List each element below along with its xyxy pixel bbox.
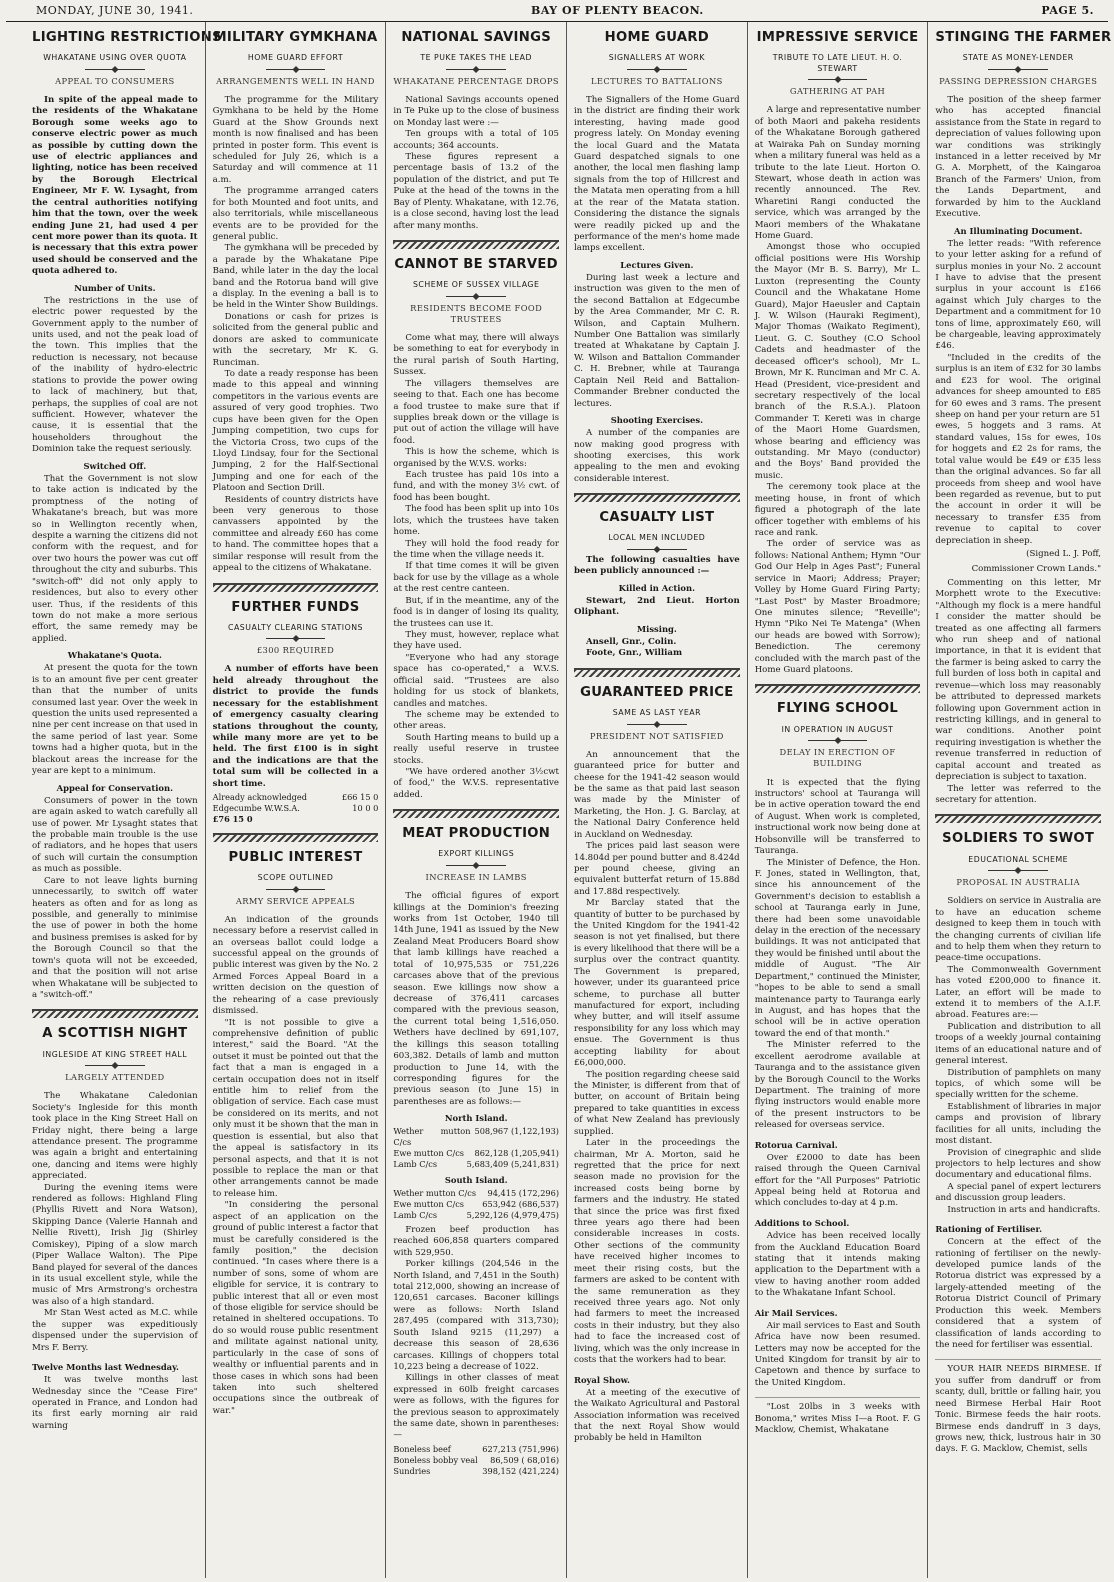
paragraph: The Commonwealth Government has voted £200,000 to finance it. Later, an effort will be made to extend it to members of the A.I.F. abroad. Features are:— — [935, 964, 1102, 1021]
paragraph: Soldiers on service in Australia are to have an education scheme designed to keep them in touch with the changing currents of civilian life and to help them when they return to peace-time occupations. — [935, 896, 1102, 964]
table-row: Wether mutton C/cs 94,415 (172,296) — [393, 1188, 560, 1199]
paragraph: "It is not possible to give a comprehensive definition of public interest," said the Board. "At the outset it must be pointed out that the fact that a man is engaged in a certain occupation does not in itself entitle him to relief from the obligation of service. Each case must be considered on its merits, and not only must it be shown that the man in question is essential, but also that the appeal is satisfactory in its personal aspects, and that it is not possible to replace the man or that other arrangements cannot be made to release him. — [212, 1017, 379, 1199]
crosshead: Lectures Given. — [620, 259, 694, 270]
paragraph: The position regarding cheese said the Minister, is different from that of butter, on account of Britain being prepared to take quantities in excess of what New Zealand has previously supplied. — [574, 1069, 740, 1137]
crosshead: South Island. — [444, 1174, 508, 1185]
headline-soldiers-to-swot: SOLDIERS TO SWOT — [942, 831, 1095, 847]
newspaper-title: BAY OF PLENTY BEACON. — [531, 4, 704, 17]
paragraph: These figures represent a percentage basis of 13.2 of the population of the district, and put Te Puke at the head of the towns in the Bay of Plenty. Whakatane, with 12.76, is a close second, having lost the lead after many months. — [393, 151, 560, 231]
paragraph: The Minister referred to the excellent aerodrome available at Tauranga and to the assistance given by the Borough Council to the Works Department. The training of more flying instructors would enable more of the present instructors to be released for overseas service. — [754, 1040, 921, 1131]
article-divider — [393, 809, 559, 818]
divider — [808, 740, 868, 741]
paragraph: The Whakatane Caledonian Society's Ingleside for this month took place in the King Street Hall on Friday night, there being a large attendance present. The programme was again a bright and entertaining one, dancing and items were highly appreciated. — [32, 1091, 198, 1182]
article-divider — [935, 814, 1101, 823]
paragraph: The order of service was as follows: National Anthem; Hymn "Our God Our Help in Ages Past"; Funeral service in Maori; Address; Prayer; Volley by Home Guard Firing Party; "Last Post" by Master Broadmore; One minutes silence; "Reveille"; Hymn "Piko Nei Te Matenga" (When our heads are bowed with Sorrow); Benediction. The ceremony concluded with the march past of the Home Guard platoons. — [754, 539, 921, 676]
table-row: Ewe mutton C/cs 653,942 (686,537) — [393, 1199, 560, 1210]
subhead: LOCAL MEN INCLUDED — [608, 533, 706, 543]
divider — [266, 69, 326, 70]
subhead: EXPORT KILLINGS — [438, 849, 515, 859]
subhead: SAME AS LAST YEAR — [612, 708, 701, 718]
paragraph: The following casualties have been publicly announced :— — [574, 554, 740, 577]
divider — [627, 69, 687, 70]
column-4 — [566, 22, 747, 1578]
paragraph: Provision of cinegraphic and slide projectors to help lectures and show documentary and educational films. — [935, 1147, 1102, 1181]
crosshead: Air Mail Services. — [754, 1307, 838, 1318]
signature: (Signed L. J. Poff, — [1026, 549, 1102, 560]
deck: ARRANGEMENTS WELL IN HAND — [216, 75, 375, 86]
paragraph: Killings in other classes of meat expressed in 60lb freight carcases were as follows, with the figures for the previous season to approximately the same date, shown in parentheses:— — [393, 1373, 560, 1441]
paragraph: Distribution of pamphlets on many topics, of which some will be specially written for the scheme. — [935, 1067, 1102, 1101]
advertisement: YOUR HAIR NEEDS BIRMESE. If you suffer from dandruff or from scanty, dull, brittle or falling hair, you need Birmese Herbal Hair Root Tonic. Birmese feeds the hair roots. Birmese ends dandruff in 3 days, grows new, thick, lustrous hair in 30 days. F. G. Macklow, Chemist, sells — [935, 1359, 1101, 1455]
paragraph: The restrictions in the use of electric power requested by the Government apply to the number of units used, and not the peak load of the town. This implies that the reduction is necessary, not because of the inability of hydro-electric stations to provide the power owing to lack of machinery, but that, perhaps, the supplies of coal are not sufficient. However, whatever the cause, it is essential that the householders throughout the Dominion take the request seriously. — [32, 295, 198, 455]
deck: APPEAL TO CONSUMERS — [55, 75, 175, 86]
crosshead: An Illuminating Document. — [953, 225, 1083, 236]
casualty-name: Ansell, Gnr., Colin. — [586, 637, 677, 648]
page-number: PAGE 5. — [1041, 4, 1094, 17]
paragraph: A number of efforts have been held already throughout the district to provide the funds necessary for the establishment of emergency casualty clearing stations throughout the county, while many more are yet to be held. The first £100 is in sight and the indications are that the total sum will be collected in a short time. — [212, 664, 379, 789]
paragraph: National Savings accounts opened in Te Puke up to the close of business on Monday last were :— — [393, 94, 560, 128]
paragraph: Commenting on this letter, Mr Morphett wrote to the Executive: "Although my flock is a mere handful I consider the matter should be treated as one affecting all farmers who run sheep and of national importance, in that it is evident that the farmer is being asked to carry the full burden of loss both in capital and revenue—which loss may reasonably be attributed to depressed markets following upon Government action in restricting killings, and in general to war conditions. Another point requiring investigation is whether the revenue transferred in reduction of capital account and treated as depreciation is subject to taxation. — [935, 577, 1102, 783]
deck: RESIDENTS BECOME FOOD TRUSTEES — [410, 302, 543, 324]
table-row: Boneless bobby veal 86,509 ( 68,016) — [393, 1454, 560, 1465]
paragraph: The official figures of export killings at the Dominion's freezing works from 1st October, 1940 till 14th June, 1941 as issued by the New Zealand Meat Producers Board show that lamb killings have reached a total of 10,975,535 or 751,226 carcases above that of the previous season. Ewe killings now show a decrease of 376,411 carcases compared with the previous season, the current total being 1,516,050. Wethers have declined by 691,107, the killings this season totalling 603,382. Details of lamb and mutton production to June 14, with the corresponding figures for the previous season (to June 15) in parentheses are as follows:— — [393, 891, 560, 1107]
subhead: WHAKATANE USING OVER QUOTA — [43, 53, 187, 63]
casualty-name: Stewart, 2nd Lieut. Horton Oliphant. — [574, 596, 740, 618]
paragraph: Publication and distribution to all troops of a weekly journal containing items of an educational nature and of general interest. — [935, 1021, 1102, 1067]
deck: PASSING DEPRESSION CHARGES — [939, 75, 1098, 86]
masthead — [6, 0, 1108, 22]
paragraph: The programme arranged caters for both Mounted and foot units, and also territorials, while miscellaneous events are to be provided for the general public. — [212, 186, 379, 242]
subhead: SCHEME OF SUSSEX VILLAGE — [412, 280, 540, 290]
table-row: Wether mutton C/cs 508,967 (1,122,193) — [393, 1126, 560, 1148]
divider — [988, 870, 1048, 871]
paragraph: Over £2000 to date has been raised through the Queen Carnival effort for the "All Purposes" Patriotic Appeal being held at Rotorua and which concludes to-day at 4 p.m. — [754, 1152, 921, 1209]
paragraph: The villagers themselves are seeing to that. Each one has become a food trustee to make sure that if supplies break down or the village is put out of action the village will have food. — [393, 378, 560, 446]
crosshead: Royal Show. — [574, 1374, 630, 1385]
article-divider — [213, 583, 379, 592]
paragraph: The gymkhana will be preceded by a parade by the Whakatane Pipe Band, while later in the day the local band and the Rotorua band will give a display. In the evening a ball is to be held in the Winter Show Buildings. — [212, 243, 379, 311]
paragraph: A large and representative number of both Maori and pakeha residents of the Whakatane Borough gathered at Wairaka Pah on Sunday morning when a military funeral was held as a tribute to the late Lieut. Horton O. Stewart, whose death in action was recently announced. The Rev. Wharetini Rangi conducted the service, which was arranged by the Maori members of the Whakatane Home Guard. — [754, 105, 921, 242]
subhead: CASUALTY CLEARING STATIONS — [228, 622, 363, 632]
article-divider — [213, 833, 379, 842]
table-row: Already acknowledged £66 15 0 — [212, 792, 379, 803]
paragraph: Advice has been received locally from the Auckland Education Board stating that it intends making application to the Department with a view to having another room added to the Whakatane Infant School. — [754, 1231, 921, 1299]
paragraph: This is how the scheme, which is organised by the W.V.S. works: — [393, 447, 560, 469]
paragraph: Amongst those who occupied official positions were His Worship the Mayor (Mr B. S. Barry), Mr L. Luxton (representing the County Council and the Whakatane Home Guard), Major Haeusler and Captain J. W. Wilson (Hauraki Regiment), Major Thomas (Waikato Regiment), Lieut. G. C. Southey (C.O School Cadets and headmaster of the deceased officer's school), Mr L. Brown, Mr K. Runciman and Mr C. A. Head (President, vice-president and secretary respectively of the local branch of the R.S.A.). Platoon Commander T. Kereti was in charge of the Maori Home Guardsmen, whose bearing and efficiency was outstanding. Mr Mayo (conductor) and the Boys' Band provided the music. — [754, 242, 921, 481]
headline-scottish-night: A SCOTTISH NIGHT — [42, 1026, 188, 1042]
issue-date: MONDAY, JUNE 30, 1941. — [36, 4, 194, 17]
casualty-name: Foote, Gnr., William — [586, 648, 683, 659]
crosshead: Whakatane's Quota. — [67, 650, 162, 661]
column-5 — [747, 22, 928, 1578]
divider — [266, 889, 326, 890]
paragraph: The position of the sheep farmer who has accepted financial assistance from the State in regard to depreciation of values following upon war conditions was strikingly instanced in a letter received by Mr G. A. Morphett, of the Kaingaroa Branch of the Farmers' Union, from the Lands Department, and forwarded by him to the Auckland Executive. — [935, 94, 1102, 220]
divider — [85, 69, 145, 70]
divider — [446, 865, 506, 866]
divider — [808, 79, 868, 80]
headline-cannot-be-starved: CANNOT BE STARVED — [394, 256, 558, 272]
table-row: Boneless beef 627,213 (751,996) — [393, 1443, 560, 1454]
paragraph: Consumers of power in the town are again asked to watch carefully all use of power. Mr Lysaght states that the probable main trouble is the use of radiators, and he hopes that users of such will curtain the consumption as much as possible. — [32, 795, 198, 875]
paragraph: "Included in the credits of the surplus is an item of £32 for 30 lambs and £23 for wool. The original advances for sheep amounted to £85 for 60 ewes and 3 rams. The present sheep on hand per your return are 51 ewes, 5 hoggets and 3 rams. At standard values, 15s for ewes, 10s for hoggets and £2 2s for rams, the total value would be £49 or £35 less than the original advances. So far all proceeds from sheep and wool have been regarded as revenue, but to put the account in order it will be necessary to transfer £35 from revenue to capital to cover depreciation in sheep. — [935, 352, 1102, 546]
headline-public-interest: PUBLIC INTEREST — [228, 849, 363, 865]
paragraph: That the Government is not slow to take action is indicated by the promptness of the noting of Whakatane's breach, but was more so in Wellington recently when, despite a warning the citizens did not conform with the request, and for over two hours the power was cut off throughout the city and suburbs. This "switch-off" did not only apply to residences, but also to every other user. Thus, if the residents of this town do not make a more serious effort, the same remedy may be applied. — [32, 473, 198, 644]
subhead: INGLESIDE AT KING STREET HALL — [42, 1049, 188, 1059]
headline-meat-production: MEAT PRODUCTION — [402, 826, 551, 842]
deck: INCREASE IN LAMBS — [425, 871, 527, 882]
subhead: SIGNALLERS AT WORK — [608, 53, 705, 63]
paragraph: The Minister of Defence, the Hon. F. Jones, stated in Wellington, that, since his announcement of the Government's decision to establish a school at Tauranga early in June, there had been some unavoidable delay in the erection of the necessary buildings. It was not anticipated that they would be finished until about the middle of August. "The Air Department," continued the Minister, "hopes to be able to send a small maintenance party to Tauranga early in August, and has hopes that the school will be in active operation toward the end of that month." — [754, 857, 921, 1039]
deck: ARMY SERVICE APPEALS — [235, 895, 356, 906]
table-row: Edgecumbe W.W.S.A. 10 0 0 — [212, 803, 379, 814]
deck: WHAKATANE PERCENTAGE DROPS — [393, 75, 559, 86]
subhead: TE PUKE TAKES THE LEAD — [420, 53, 533, 63]
paragraph: It was twelve months last Wednesday since the "Cease Fire" operated in France, and London had its first early morning air raid warning — [32, 1375, 198, 1431]
crosshead: Twelve Months last Wednesday. — [32, 1361, 179, 1372]
paragraph: Concern at the effect of the rationing of fertiliser on the newly-developed pumice lands of the Rotorua district was expressed by a largely-attended meeting of the Rotorua District Council of Primary Production this week. Members considered that a system of classification of lands according to the need for fertiliser was essential. — [935, 1237, 1102, 1351]
paragraph: The letter was referred to the secretary for attention. — [935, 783, 1102, 805]
subhead: EDUCATIONAL SCHEME — [968, 854, 1069, 864]
paragraph: But, if in the meantime, any of the food is in danger of losing its quality, the trustees can use it. — [393, 595, 560, 629]
paragraph: To date a ready response has been made to this appeal and winning competitors in the various events are assured of very good trophies. Two cups have been given for the Open Jumping competition, two cups for the Victoria Cross, two cups of the Lloyd Lindsay, four for the Sectional Jumping, 2 for the Half-Sectional Jumping and one for each of the Platoon and Section Drill. — [212, 369, 379, 494]
crosshead: Number of Units. — [74, 282, 156, 293]
article-divider — [755, 684, 921, 693]
column-6 — [927, 22, 1112, 1578]
divider — [85, 1065, 145, 1066]
paragraph: Later in the proceedings the chairman, Mr A. Morton, said he regretted that the price for next season made no provision for the increased costs being borne by farmers and the industry. He stated that since the price was first fixed three years ago there had been considerable increases in costs. Other sections of the community have received higher incomes to meet their rising costs, but the farmers are asked to be content with the same remuneration as they received three years ago. Not only had farmers to meet the increased costs in their industry, but they also had to face the increased cost of living, which was the only increase in costs that the workers had to bear. — [574, 1138, 740, 1366]
paragraph: The letter reads: "With reference to your letter asking for a refund of surplus monies in your No. 2 account I have to advise that the present surplus in your account is £166 against which July charges to the Department and a commitment for 10 tons of lime, approximately £60, will be chargeable, leaving approximately £46. — [935, 238, 1102, 352]
paragraph: Instruction in arts and handicrafts. — [947, 1204, 1101, 1215]
headline-military-gymkhana: MILITARY GYMKHANA — [213, 30, 378, 45]
deck: GATHERING AT PAH — [789, 86, 886, 97]
paragraph: Establishment of libraries in major camps and provision of library facilities for all units, including the most distant. — [935, 1101, 1102, 1147]
table-total: £76 15 0 — [212, 813, 253, 824]
paragraph: It is expected that the flying instructors' school at Tauranga will be in active operation toward the end of August. When work is completed, instructional work now being done at Hobsonville will be transferred to Tauranga. — [754, 777, 921, 857]
headline-flying-school: FLYING SCHOOL — [776, 701, 899, 717]
crosshead: Additions to School. — [754, 1217, 850, 1228]
column-1 — [6, 22, 222, 1578]
headline-further-funds: FURTHER FUNDS — [231, 599, 360, 615]
paragraph: They will hold the food ready for the time when the village needs it. — [393, 538, 560, 561]
paragraph: Ten groups with a total of 105 accounts; 364 accounts. — [393, 129, 560, 151]
divider — [627, 724, 687, 725]
south-island-table — [393, 1188, 559, 1221]
crosshead: Missing. — [636, 623, 677, 634]
crosshead: Shooting Exercises. — [610, 415, 703, 426]
paragraph: An announcement that the guaranteed price for butter and cheese for the 1941-42 season would be the same as that paid last season was made by the Minister of Marketing, the Hon. J. G. Barclay, at the National Dairy Conference held in Auckland on Wednesday. — [574, 749, 740, 840]
paragraph: They must, however, replace what they have used. — [393, 629, 560, 652]
paragraph: An indication of the grounds necessary before a reservist called in an overseas ballot could lodge a successful appeal on the grounds of public interest was given by the No. 2 Armed Forces Appeal Board in a written decision on the question of the rehearing of a case previously dismissed. — [212, 914, 379, 1017]
divider — [446, 69, 506, 70]
advertisement: "Lost 20lbs in 3 weeks with Bonoma," writes Miss I—a Root. F. G Macklow, Chemist, Whakatane — [755, 1397, 921, 1436]
paragraph: Frozen beef production has reached 606,858 quarters compared with 529,950. — [393, 1224, 560, 1258]
crosshead: Switched Off. — [83, 460, 147, 471]
paragraph: The scheme may be extended to other areas. — [393, 709, 560, 732]
headline-home-guard: HOME GUARD — [604, 30, 710, 45]
paragraph: The food has been split up into 10s lots, which the trustees have taken home. — [393, 504, 560, 538]
lead-paragraph: In spite of the appeal made to the residents of the Whakatane Borough some weeks ago to conserve electric power as much as possible by cutting down the use of electric appliances and lighting, notice has been received by the Borough Electrical Engineer, Mr F. W. Lysaght, from the central authorities notifying him that the town, over the week ending June 21, had used 4 per cent more power than its quota. It is necessary that this extra power used should be conserved and the quota adhered to. — [32, 94, 198, 277]
paragraph: The ceremony took place at the meeting house, in front of which figured a photograph of the late officer together with emblems of his race and rank. — [754, 482, 921, 538]
divider — [627, 549, 687, 550]
signature-title: Commissioner Crown Lands." — [971, 563, 1102, 574]
paragraph: Residents of country districts have been very generous to those canvassers appointed by the committee and already £60 has come to hand. The committee hopes that a similar response will result from the appeal to the citizens of Whakatane. — [212, 494, 379, 574]
deck: PROPOSAL IN AUSTRALIA — [956, 877, 1081, 888]
headline-national-savings: NATIONAL SAVINGS — [401, 30, 551, 45]
deck: LECTURES TO BATTALIONS — [590, 75, 723, 86]
paragraph: At present the quota for the town is to an amount five per cent greater than that the number of units consumed last year. Over the week in question the units used represented a nine per cent increase on that used in the same period of last year. Some towns had a higher quota, but in the blackout areas the increase for the year are kept to a minimum. — [32, 663, 198, 777]
headline-impressive-service: IMPRESSIVE SERVICE — [756, 30, 919, 45]
paragraph: The Signallers of the Home Guard in the district are finding their work interesting, having made good progress lately. On Monday evening the local Guard and the Matata Guard despatched signals to one another, the local men flashing lamp signals from the top of Hillcrest and the Matata men operating from a hill at the rear of the Matata station. Considering the distance the signals were readily picked up and the performance of the men's home made lamps excellent. — [574, 94, 740, 254]
column-2 — [205, 22, 386, 1578]
paragraph: "We have ordered another 3½cwt of food," the W.V.S. representative added. — [393, 767, 560, 800]
paragraph: Mr Stan West acted as M.C. while the supper was expeditiously dispensed under the supervision of Mrs F. Berry. — [32, 1308, 198, 1353]
deck: £300 REQUIRED — [256, 645, 335, 656]
article-divider — [574, 668, 740, 677]
subhead: STATE AS MONEY-LENDER — [962, 53, 1074, 63]
subhead: HOME GUARD EFFORT — [247, 53, 344, 63]
subhead: SCOPE OUTLINED — [257, 873, 334, 882]
divider — [446, 296, 506, 297]
paragraph: "In considering the personal aspect of an application on the ground of public interest a factor that must be carefully considered is the family position," the decision continued. "In cases where there is a number of sons, some of whom are eligible for service, it is contrary to public interest that all or even most of those eligible for service should be retained in sheltered occupations. To do so would rouse public resentment and militate against national unity, particularly in the case of sons of wealthy or influential parents and in those cases in which sons had been taken into such sheltered occupations since the outbreak of war." — [212, 1200, 379, 1416]
deck: LARGELY ATTENDED — [65, 1072, 165, 1083]
headline-guaranteed-price: GUARANTEED PRICE — [580, 684, 734, 700]
paragraph: Donations or cash for prizes is solicited from the general public and donors are asked to communicate with the secretary, Mr K. G. Runciman. — [212, 311, 379, 368]
paragraph: The programme for the Military Gymkhana to be held by the Home Guard at the Show Grounds next month is now finalised and has been printed in poster form. This event is scheduled for July 26, which is a Saturday and will commence at 11 a.m. — [212, 94, 379, 185]
divider — [988, 69, 1048, 70]
paragraph: A special panel of expert lecturers and discussion group leaders. — [935, 1181, 1102, 1204]
subhead: TRIBUTE TO LATE LIEUT. H. O. STEWART — [772, 53, 903, 73]
headline-stinging-the-farmer: STINGING THE FARMER — [935, 30, 1112, 45]
paragraph: If that time comes it will be given back for use by the village as a whole at the rest centre canteen. — [393, 561, 560, 595]
other-classes-table — [393, 1444, 559, 1477]
divider — [266, 638, 326, 639]
table-row: Lamb C/cs 5,292,126 (4,979,475) — [393, 1209, 560, 1220]
crosshead: Rationing of Fertiliser. — [935, 1224, 1043, 1235]
paragraph: A number of the companies are now making good progress with shooting exercises, this work appealing to the men and evoking considerable interest. — [574, 428, 740, 484]
crosshead: Killed in Action. — [618, 582, 696, 593]
article-divider — [32, 1009, 198, 1018]
paragraph: South Harting means to build up a really useful reserve in trustee stocks. — [393, 732, 560, 766]
subhead: IN OPERATION IN AUGUST — [781, 724, 894, 734]
paragraph: Porker killings (204,546 in the North Island, and 7,451 in the South) total 212,000, showing an increase of 120,651 carcases. Baconer killings were as follows: North Island 287,495 (compared with 313,730); South Island 9215 (11,297) a decrease this season of 28,636 carcases. Killings of choppers total 10,223 being a decrease of 1022. — [393, 1259, 560, 1372]
headline-casualty-list: CASUALTY LIST — [599, 510, 715, 526]
crosshead: North Island. — [444, 1113, 508, 1124]
paragraph: Care to not leave lights burning unnecessarily, to switch off water heaters as often and for as long as possible, and generally to minimise the use of power in both the home and business premises is asked for by the Borough Council so that the town's quota will not be exceeded, and that the position will not arise when Whakatane will be subjected to a "switch-off." — [32, 875, 198, 1000]
crosshead: Appeal for Conservation. — [56, 782, 173, 793]
paragraph: Come what may, there will always be something to eat for everybody in the rural parish of South Harting, Sussex. — [393, 333, 560, 378]
funds-table — [213, 792, 379, 825]
paragraph: At a meeting of the executive of the Waikato Agricultural and Pastoral Association information was received that the next Royal Show would probably be held in Hamilton — [574, 1387, 740, 1444]
headline-lighting-restrictions: LIGHTING RESTRICTIONS — [32, 30, 222, 45]
table-row: Lamb C/cs 5,683,409 (5,241,831) — [393, 1159, 560, 1170]
deck: DELAY IN ERECTION OF BUILDING — [779, 747, 896, 769]
article-divider — [393, 240, 559, 249]
paragraph: Mr Barclay stated that the quantity of butter to be purchased by the United Kingdom for the 1941-42 season is not yet finalised, but there is every likelihood that there will be a surplus over the contract quantity. The Government is prepared, however, under its guaranteed price scheme, to purchase all butter manufactured for export, including whey butter, and will itself assume responsibility for any loss which may ensue. The Government is thus accepting liability for about £6,000,000. — [574, 898, 740, 1069]
table-row: Ewe mutton C/cs 862,128 (1,205,941) — [393, 1148, 560, 1159]
paragraph: Air mail services to East and South Africa have now been resumed. Letters may now be accepted for the United Kingdom for transit by air to Capetown and thence by surface to the United Kingdom. — [754, 1320, 921, 1388]
deck: PRESIDENT NOT SATISFIED — [589, 730, 724, 741]
paragraph: During last week a lecture and instruction was given to the men of the second Battalion at Edgecumbe by the Area Commander, Mr C. R. Wilson, and Captain Mulhern. Number One Battalion was similarly treated at Whakatane by Captain J. W. Wilson and Battalion Commander C. H. Brebner, while at Tauranga Captain Neil Reid and Battalion-Commander Brebner conducted the lectures. — [574, 272, 740, 409]
paragraph: Each trustee has paid 10s into a fund, and with the money 3½ cwt. of food has been bought. — [393, 470, 560, 503]
paragraph: During the evening items were rendered as follows: Highland Fling (Phyllis Rivett and Nora Watson), Skipping Dance (Valerie Hannah and Nellie Rivett), Irish Jig (Shirley Comiskey), Piping of a slow march (Piper Wallace Walton). The Pipe Band played for several of the dances in its usual excellent style, while the music of Mrs Armstrong's orchestra was also of a high standard. — [32, 1182, 198, 1307]
table-row: Sundries 398,152 (421,224) — [393, 1465, 560, 1476]
article-divider — [574, 493, 740, 502]
paragraph: "Everyone who had any storage space has co-operated," a W.V.S. official said. "Trustees are also holding for us stock of blankets, candles and matches. — [393, 652, 560, 709]
north-island-table — [393, 1126, 559, 1170]
crosshead: Rotorua Carnival. — [754, 1139, 838, 1150]
column-3 — [385, 22, 566, 1578]
paragraph: The prices paid last season were 14.804d per pound butter and 8.424d per pound cheese, giving an equivalent butterfat return of 15.88d and 17.88d respectively. — [574, 841, 740, 897]
